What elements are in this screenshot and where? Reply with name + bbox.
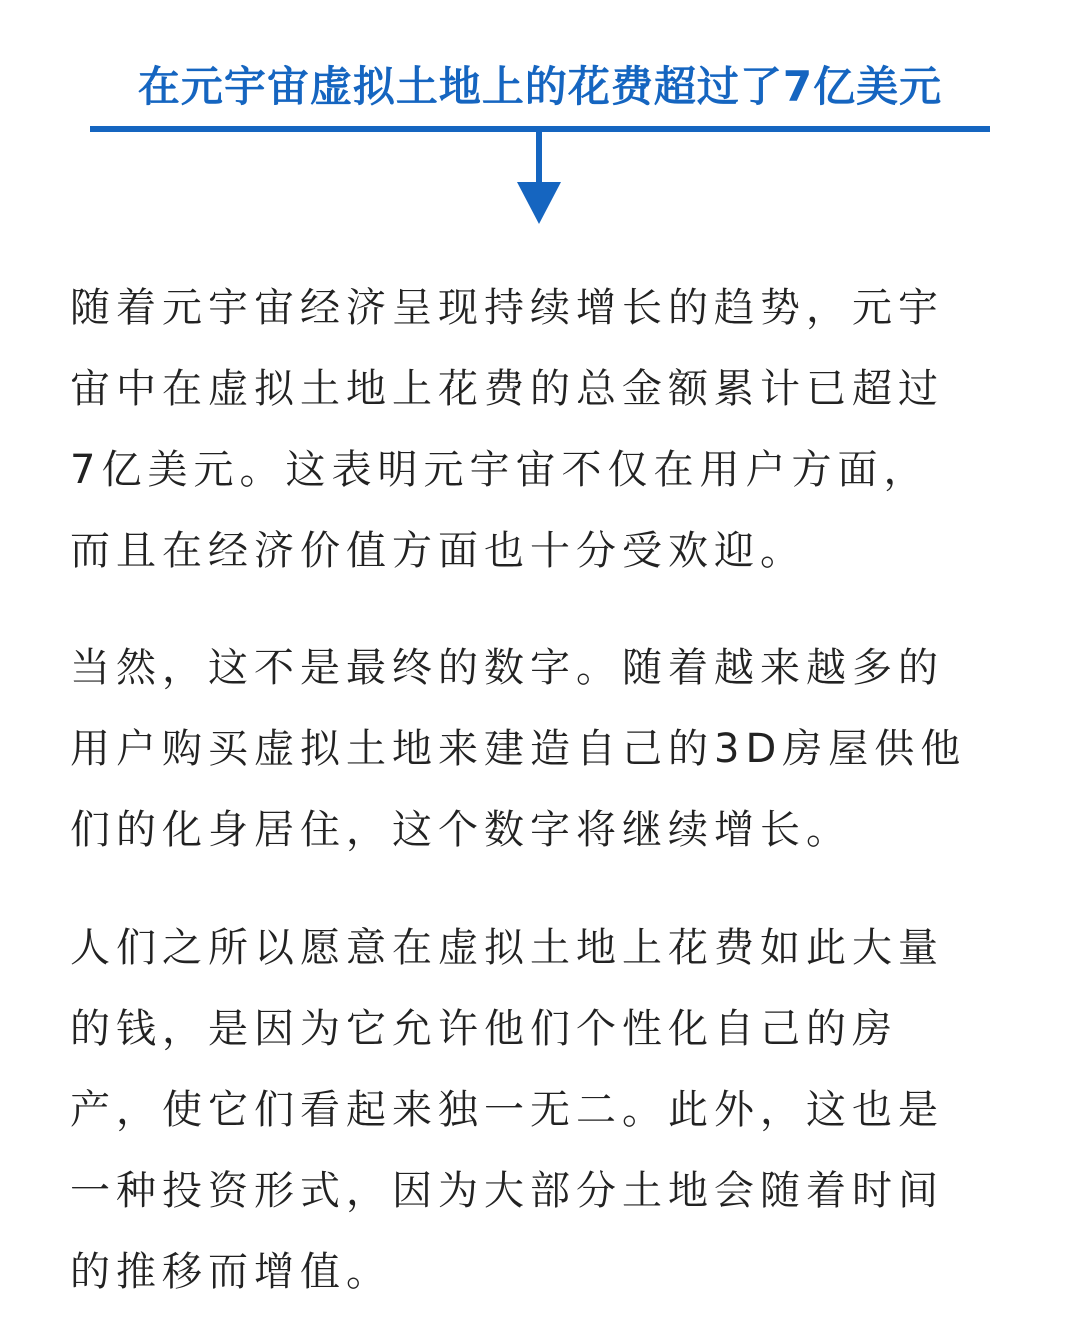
- paragraph-3: [70, 908, 1010, 1313]
- text-line: 人们之所以愿意在虚拟土地上花费如此大量: [70, 925, 944, 971]
- text-line: 们的化身居住，这个数字将继续增长。: [70, 807, 852, 853]
- text-line: 的推移而增值。: [70, 1249, 392, 1295]
- article-heading: 在元宇宙虚拟土地上的花费超过了7亿美元: [137, 62, 943, 111]
- text-line: 用户购买虚拟土地来建造自己的3D房屋供他: [70, 726, 967, 772]
- text-line: 一种投资形式，因为大部分土地会随着时间: [70, 1168, 944, 1214]
- text-line: 随着元宇宙经济呈现持续增长的趋势，元宇: [70, 285, 944, 331]
- text-line: 而且在经济价值方面也十分受欢迎。: [70, 528, 806, 574]
- paragraph-1: [70, 268, 1010, 592]
- text-line: 产，使它们看起来独一无二。此外，这也是: [70, 1087, 944, 1133]
- text-line: 7亿美元。这表明元宇宙不仅在用户方面，: [70, 447, 930, 493]
- text-line: 的钱，是因为它允许他们个性化自己的房: [70, 1006, 898, 1052]
- text-line: 当然，这不是最终的数字。随着越来越多的: [70, 645, 944, 691]
- down-arrow-icon: [517, 182, 561, 224]
- down-arrow-icon-stem: [536, 132, 542, 184]
- paragraph-2: [70, 628, 1010, 871]
- text-line: 宙中在虚拟土地上花费的总金额累计已超过: [70, 366, 944, 412]
